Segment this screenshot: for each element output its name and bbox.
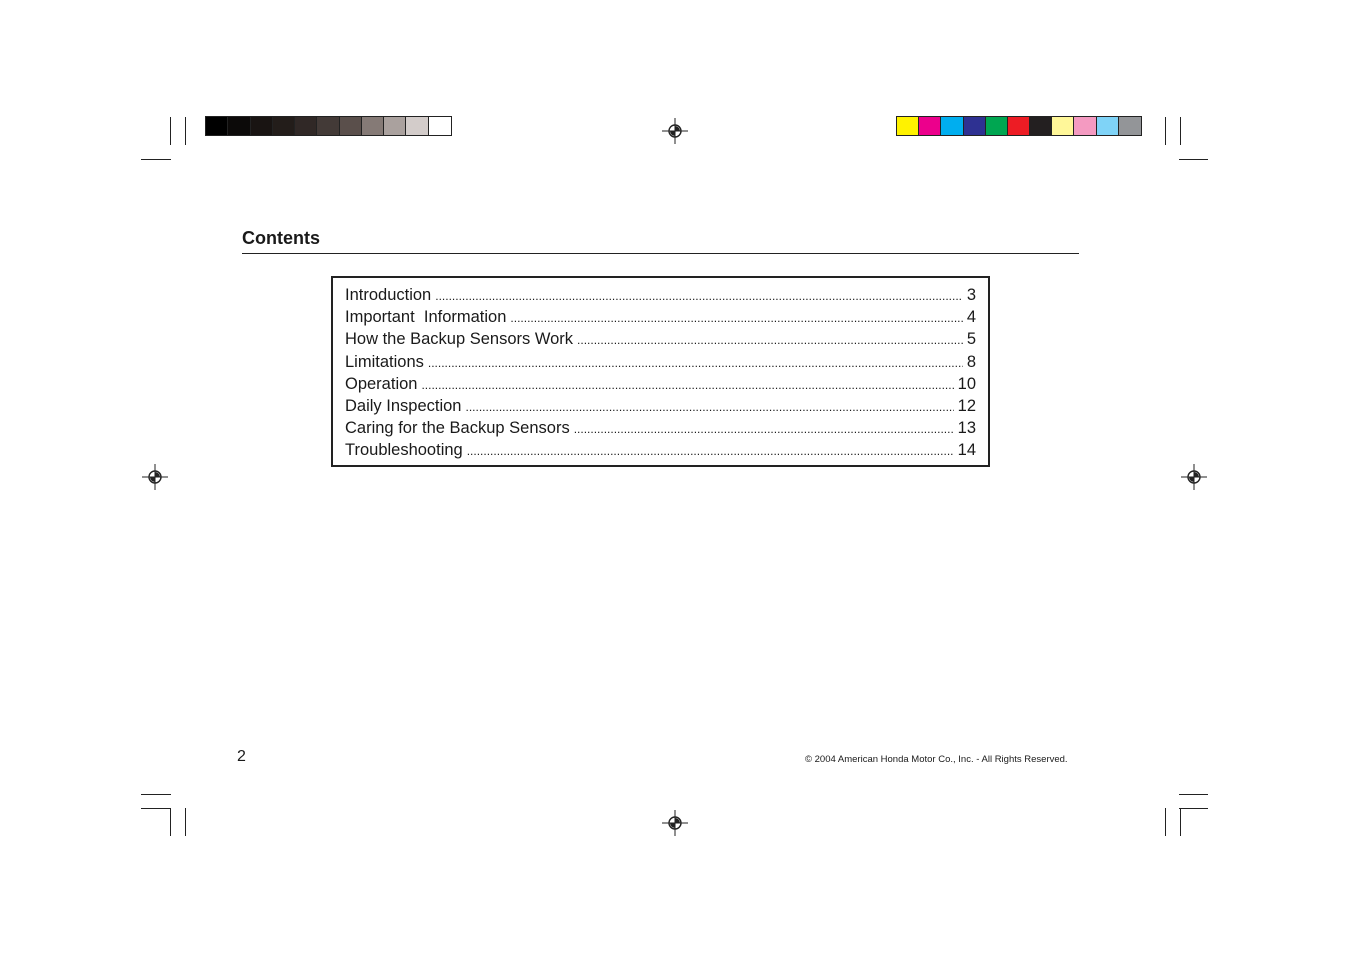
toc-entry[interactable] xyxy=(345,440,976,462)
color-bar-swatch xyxy=(1008,117,1030,135)
copyright-notice: © 2004 American Honda Motor Co., Inc. - All Rights Reserved. xyxy=(805,754,1068,765)
toc-entry[interactable] xyxy=(345,285,976,307)
gray-scale-swatch xyxy=(273,117,295,135)
crop-mark-top-left-h xyxy=(141,159,171,160)
toc-entry[interactable] xyxy=(345,329,976,351)
toc-entry-page: 12 xyxy=(957,397,976,416)
color-bar xyxy=(896,116,1142,136)
toc-entry-page: 14 xyxy=(957,441,976,460)
color-bar-swatch xyxy=(964,117,986,135)
toc-entry-label: Operation xyxy=(345,374,418,393)
color-bar-swatch xyxy=(897,117,919,135)
crop-mark-top-right-v2 xyxy=(1180,117,1181,145)
gray-scale-swatch xyxy=(406,117,428,135)
toc-entry-label: Caring for the Backup Sensors xyxy=(345,419,570,438)
toc-leader xyxy=(435,286,963,307)
crop-mark-bottom-left-h2 xyxy=(141,808,171,809)
toc-entry-label: Troubleshooting xyxy=(345,441,463,460)
toc-entry[interactable] xyxy=(345,418,976,440)
toc-leader xyxy=(465,397,953,418)
color-bar-swatch xyxy=(1119,117,1141,135)
toc-leader xyxy=(421,375,953,396)
crop-mark-bottom-right-h2 xyxy=(1179,808,1208,809)
color-bar-swatch xyxy=(919,117,941,135)
crop-mark-bottom-right-v1 xyxy=(1165,808,1166,836)
toc-leader xyxy=(574,419,954,440)
registration-mark-top-icon xyxy=(662,118,688,144)
toc-entry-label: Limitations xyxy=(345,352,424,371)
registration-mark-bottom-icon xyxy=(662,810,688,836)
gray-scale-swatch xyxy=(251,117,273,135)
page-number: 2 xyxy=(237,748,246,765)
toc-entry[interactable] xyxy=(345,396,976,418)
color-bar-swatch xyxy=(1074,117,1096,135)
toc-leader xyxy=(510,308,962,329)
toc-entry-page: 10 xyxy=(957,374,976,393)
toc-entry[interactable] xyxy=(345,352,976,374)
color-bar-swatch xyxy=(1097,117,1119,135)
crop-mark-top-left-v1 xyxy=(170,117,171,145)
toc-entry[interactable] xyxy=(345,374,976,396)
gray-scale-swatch xyxy=(228,117,250,135)
gray-scale-swatch xyxy=(429,117,451,135)
gray-scale-bar xyxy=(205,116,452,136)
registration-mark-right-icon xyxy=(1181,464,1207,490)
toc-entry-label: Introduction xyxy=(345,286,432,304)
color-bar-swatch xyxy=(1052,117,1074,135)
toc-entry-page: 4 xyxy=(966,308,976,327)
toc-entry-label: How the Backup Sensors Work xyxy=(345,330,574,349)
crop-mark-bottom-right-h xyxy=(1179,794,1208,795)
toc-entry-page: 13 xyxy=(957,419,976,438)
title-underline xyxy=(242,253,1079,254)
crop-mark-top-right-v1 xyxy=(1165,117,1166,145)
toc-entry-label: Important Information xyxy=(345,308,507,327)
gray-scale-swatch xyxy=(340,117,362,135)
crop-mark-top-right-h xyxy=(1179,159,1208,160)
color-bar-swatch xyxy=(941,117,963,135)
toc-leader xyxy=(577,330,963,351)
gray-scale-swatch xyxy=(384,117,406,135)
table-of-contents xyxy=(331,276,990,467)
gray-scale-swatch xyxy=(317,117,339,135)
toc-leader xyxy=(467,441,954,462)
color-bar-swatch xyxy=(1030,117,1052,135)
gray-scale-swatch xyxy=(206,117,228,135)
crop-mark-top-left-v2 xyxy=(185,117,186,145)
crop-mark-bottom-left-v1 xyxy=(170,808,171,836)
crop-mark-bottom-left-h xyxy=(141,794,171,795)
toc-entry-page: 3 xyxy=(966,286,976,304)
toc-entry-page: 5 xyxy=(966,330,976,349)
toc-entry[interactable] xyxy=(345,307,976,329)
toc-leader xyxy=(428,353,963,374)
registration-mark-left-icon xyxy=(142,464,168,490)
page-title: Contents xyxy=(242,228,320,248)
crop-mark-bottom-right-v2 xyxy=(1180,808,1181,836)
toc-entry-label: Daily Inspection xyxy=(345,397,462,416)
crop-mark-bottom-left-v2 xyxy=(185,808,186,836)
gray-scale-swatch xyxy=(362,117,384,135)
toc-entry-page: 8 xyxy=(966,352,976,371)
gray-scale-swatch xyxy=(295,117,317,135)
color-bar-swatch xyxy=(986,117,1008,135)
